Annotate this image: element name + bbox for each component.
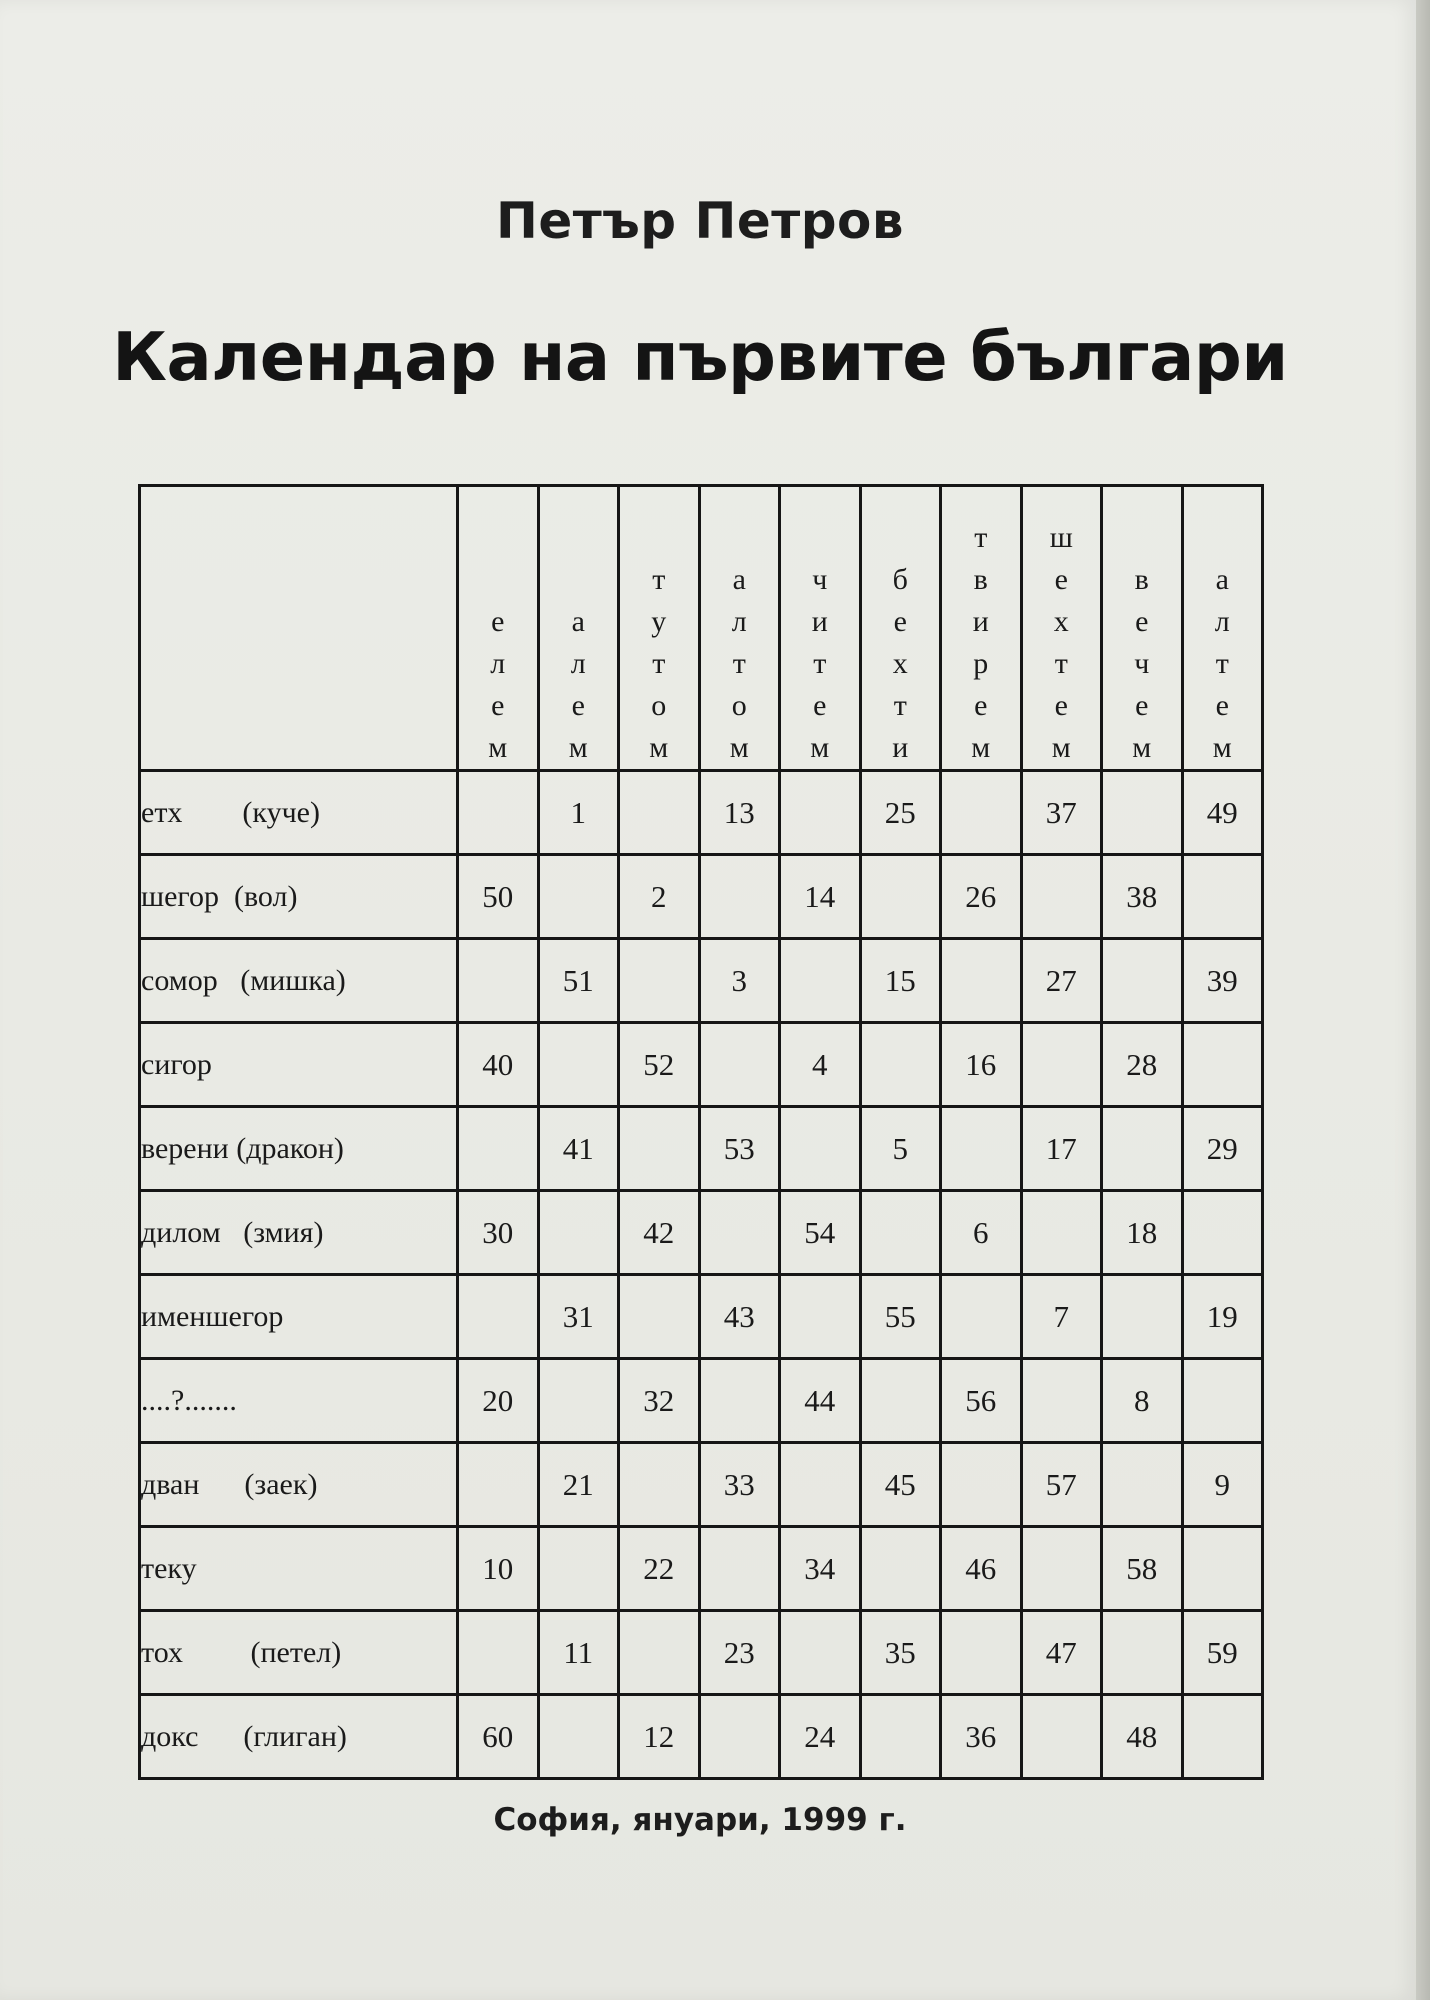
day-cell: 45 (860, 1443, 941, 1527)
day-cell: 47 (1021, 1611, 1102, 1695)
day-cell: 7 (1021, 1275, 1102, 1359)
day-cell (1102, 1275, 1183, 1359)
month-header: а л т о м (699, 486, 780, 771)
day-cell: 1 (538, 771, 619, 855)
day-cell: 35 (860, 1611, 941, 1695)
day-cell: 21 (538, 1443, 619, 1527)
day-cell (780, 939, 861, 1023)
month-header: б е х т и (860, 486, 941, 771)
table-row (140, 939, 1263, 1023)
day-cell: 27 (1021, 939, 1102, 1023)
day-cell: 59 (1182, 1611, 1263, 1695)
day-cell (1021, 1695, 1102, 1779)
month-header: а л е м (538, 486, 619, 771)
day-cell (699, 1023, 780, 1107)
day-cell: 23 (699, 1611, 780, 1695)
day-cell (458, 1107, 539, 1191)
animal-label: тох (петел) (140, 1611, 458, 1695)
day-cell (941, 1443, 1022, 1527)
table-row (140, 1695, 1263, 1779)
day-cell: 60 (458, 1695, 539, 1779)
corner-cell (140, 486, 458, 771)
day-cell: 41 (538, 1107, 619, 1191)
day-cell: 18 (1102, 1191, 1183, 1275)
day-cell: 5 (860, 1107, 941, 1191)
day-cell (699, 1359, 780, 1443)
animal-label: ....?....... (140, 1359, 458, 1443)
month-header: т у т о м (619, 486, 700, 771)
day-cell (619, 1443, 700, 1527)
day-cell (780, 1443, 861, 1527)
day-cell: 9 (1182, 1443, 1263, 1527)
day-cell (538, 1023, 619, 1107)
book-title: Календар на първите българи (112, 318, 1288, 396)
day-cell: 43 (699, 1275, 780, 1359)
calendar-table (138, 484, 1264, 1780)
day-cell (458, 939, 539, 1023)
day-cell (619, 939, 700, 1023)
day-cell: 30 (458, 1191, 539, 1275)
day-cell (1182, 1359, 1263, 1443)
day-cell (1102, 1611, 1183, 1695)
day-cell (619, 1611, 700, 1695)
day-cell (1182, 855, 1263, 939)
day-cell: 24 (780, 1695, 861, 1779)
animal-label: верени (дракон) (140, 1107, 458, 1191)
day-cell (699, 855, 780, 939)
day-cell: 36 (941, 1695, 1022, 1779)
day-cell (538, 1695, 619, 1779)
day-cell: 2 (619, 855, 700, 939)
day-cell: 39 (1182, 939, 1263, 1023)
day-cell: 58 (1102, 1527, 1183, 1611)
month-header: в е ч е м (1102, 486, 1183, 771)
day-cell: 37 (1021, 771, 1102, 855)
publication-info: София, януари, 1999 г. (493, 1802, 907, 1838)
day-cell: 17 (1021, 1107, 1102, 1191)
day-cell: 44 (780, 1359, 861, 1443)
day-cell: 12 (619, 1695, 700, 1779)
day-cell: 54 (780, 1191, 861, 1275)
day-cell (538, 855, 619, 939)
day-cell (699, 1527, 780, 1611)
day-cell (1021, 1023, 1102, 1107)
day-cell (780, 1275, 861, 1359)
day-cell: 14 (780, 855, 861, 939)
table-row (140, 1611, 1263, 1695)
animal-label: етх (куче) (140, 771, 458, 855)
day-cell (458, 1443, 539, 1527)
day-cell (1021, 855, 1102, 939)
day-cell (860, 1023, 941, 1107)
month-header: ч и т е м (780, 486, 861, 771)
day-cell (1021, 1191, 1102, 1275)
table-row (140, 1359, 1263, 1443)
animal-label: сомор (мишка) (140, 939, 458, 1023)
table-row (140, 855, 1263, 939)
day-cell: 38 (1102, 855, 1183, 939)
month-header: ш е х т е м (1021, 486, 1102, 771)
day-cell: 4 (780, 1023, 861, 1107)
day-cell (458, 1611, 539, 1695)
day-cell (860, 855, 941, 939)
day-cell (1102, 939, 1183, 1023)
day-cell: 40 (458, 1023, 539, 1107)
animal-label: именшегор (140, 1275, 458, 1359)
day-cell: 3 (699, 939, 780, 1023)
day-cell: 32 (619, 1359, 700, 1443)
day-cell (699, 1695, 780, 1779)
day-cell: 22 (619, 1527, 700, 1611)
day-cell: 6 (941, 1191, 1022, 1275)
author-name: Петър Петров (495, 192, 905, 250)
day-cell (941, 1611, 1022, 1695)
day-cell (458, 1275, 539, 1359)
day-cell (458, 771, 539, 855)
day-cell (1182, 1695, 1263, 1779)
day-cell: 33 (699, 1443, 780, 1527)
day-cell (619, 1107, 700, 1191)
day-cell (699, 1191, 780, 1275)
day-cell (1182, 1023, 1263, 1107)
day-cell: 28 (1102, 1023, 1183, 1107)
day-cell (1021, 1527, 1102, 1611)
calendar-body (140, 771, 1263, 1779)
table-row (140, 1527, 1263, 1611)
day-cell: 20 (458, 1359, 539, 1443)
day-cell: 8 (1102, 1359, 1183, 1443)
animal-label: дван (заек) (140, 1443, 458, 1527)
day-cell: 53 (699, 1107, 780, 1191)
day-cell: 49 (1182, 771, 1263, 855)
day-cell: 29 (1182, 1107, 1263, 1191)
day-cell (860, 1527, 941, 1611)
day-cell (941, 771, 1022, 855)
table-row (140, 1443, 1263, 1527)
day-cell (1102, 1443, 1183, 1527)
day-cell: 34 (780, 1527, 861, 1611)
table-row (140, 1191, 1263, 1275)
day-cell: 19 (1182, 1275, 1263, 1359)
animal-label: сигор (140, 1023, 458, 1107)
day-cell: 26 (941, 855, 1022, 939)
day-cell: 16 (941, 1023, 1022, 1107)
day-cell: 51 (538, 939, 619, 1023)
day-cell: 11 (538, 1611, 619, 1695)
month-header: а л т е м (1182, 486, 1263, 771)
day-cell (780, 1611, 861, 1695)
day-cell (941, 1107, 1022, 1191)
month-header: е л е м (458, 486, 539, 771)
day-cell: 46 (941, 1527, 1022, 1611)
day-cell: 42 (619, 1191, 700, 1275)
day-cell (1182, 1527, 1263, 1611)
day-cell (1021, 1359, 1102, 1443)
day-cell: 50 (458, 855, 539, 939)
day-cell: 55 (860, 1275, 941, 1359)
day-cell (1102, 1107, 1183, 1191)
day-cell (619, 1275, 700, 1359)
table-row (140, 771, 1263, 855)
animal-label: дилом (змия) (140, 1191, 458, 1275)
animal-label: теку (140, 1527, 458, 1611)
day-cell (619, 771, 700, 855)
table-row (140, 1275, 1263, 1359)
animal-label: шегор (вол) (140, 855, 458, 939)
day-cell: 15 (860, 939, 941, 1023)
day-cell: 52 (619, 1023, 700, 1107)
day-cell: 10 (458, 1527, 539, 1611)
day-cell: 31 (538, 1275, 619, 1359)
day-cell (1102, 771, 1183, 855)
day-cell (941, 939, 1022, 1023)
month-header-row (140, 486, 1263, 771)
day-cell (780, 1107, 861, 1191)
page-edge (1416, 0, 1430, 2000)
day-cell (538, 1359, 619, 1443)
day-cell (860, 1359, 941, 1443)
animal-label: докс (глиган) (140, 1695, 458, 1779)
day-cell (780, 771, 861, 855)
day-cell (538, 1191, 619, 1275)
day-cell: 13 (699, 771, 780, 855)
day-cell (860, 1695, 941, 1779)
table-row (140, 1107, 1263, 1191)
day-cell (1182, 1191, 1263, 1275)
day-cell: 25 (860, 771, 941, 855)
day-cell (941, 1275, 1022, 1359)
day-cell (538, 1527, 619, 1611)
day-cell: 56 (941, 1359, 1022, 1443)
day-cell (860, 1191, 941, 1275)
table-row (140, 1023, 1263, 1107)
day-cell: 48 (1102, 1695, 1183, 1779)
month-header: т в и р е м (941, 486, 1022, 771)
day-cell: 57 (1021, 1443, 1102, 1527)
